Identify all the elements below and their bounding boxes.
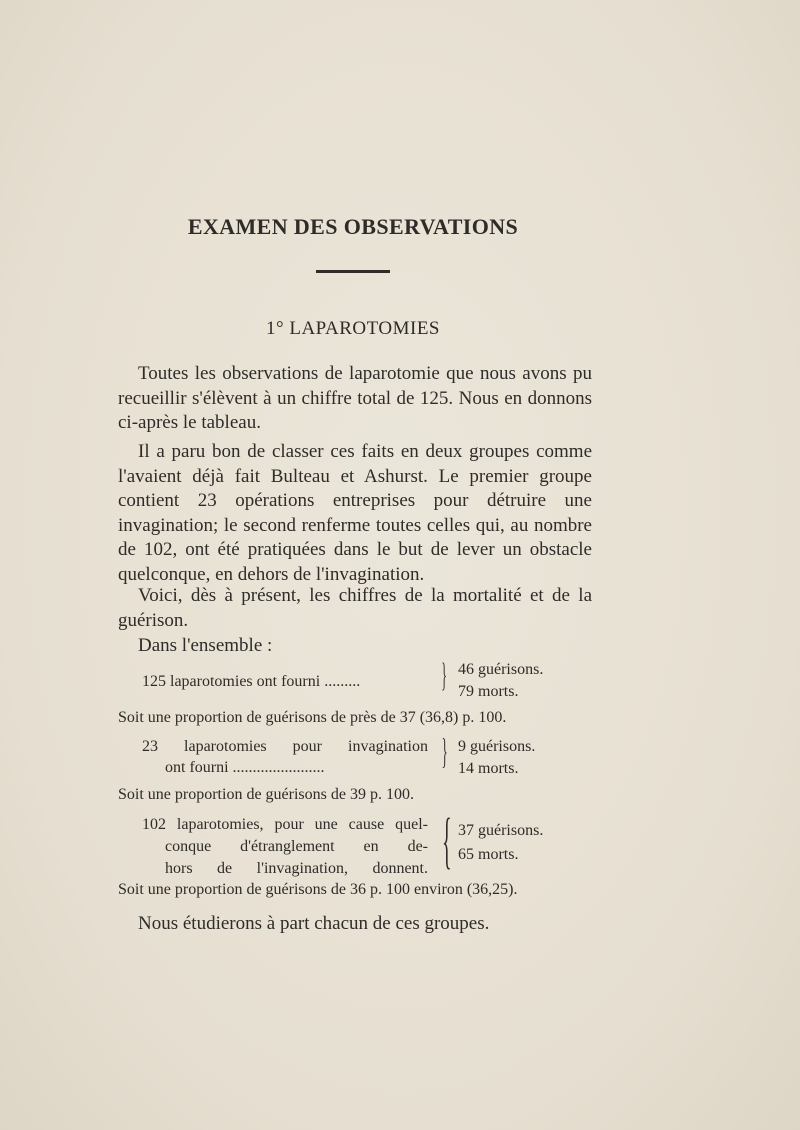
group-1-brace: } bbox=[441, 657, 448, 694]
paragraph-intro-text: Toutes les observations de laparotomie que nous avons pu recueillir s'élèvent à un chiffre total de 125. Nous en donnons ci-après le tableau. bbox=[118, 363, 592, 433]
group-2-brace: } bbox=[441, 731, 448, 771]
group-2-result-1: 9 guérisons. bbox=[458, 738, 536, 755]
group-1-summary: Soit une proportion de guérisons de près de 37 (36,8) p. 100. bbox=[118, 709, 507, 726]
group-2-summary: Soit une proportion de guérisons de 39 p. 100. bbox=[118, 786, 414, 803]
closing-sentence: Nous étudierons à part chacun de ces groupes. bbox=[138, 913, 490, 934]
paragraph-mortality-text: Voici, dès à présent, les chiffres de la mortalité et de la guérison. bbox=[118, 585, 592, 631]
paragraph-ensemble bbox=[118, 634, 592, 659]
title-rule bbox=[316, 270, 390, 273]
page-title: EXAMEN DES OBSERVATIONS bbox=[187, 214, 519, 239]
group-1-result-1: 46 guérisons. bbox=[458, 661, 544, 678]
group-3-line-2: conque d'étranglement en de- bbox=[165, 838, 428, 855]
group-3-summary: Soit une proportion de guérisons de 36 p. 100 environ (36,25). bbox=[118, 881, 518, 898]
section-heading: 1° LAPAROTOMIES bbox=[266, 318, 440, 339]
paragraph-mortality bbox=[118, 584, 592, 633]
group-3-line-3: hors de l'invagination, donnent. bbox=[165, 860, 428, 877]
group-3-brace: { bbox=[442, 807, 452, 875]
group-2-line-1: 23 laparotomies pour invagination bbox=[142, 738, 428, 755]
group-1-result-2: 79 morts. bbox=[458, 683, 519, 700]
group-2-result-2: 14 morts. bbox=[458, 760, 519, 777]
group-3-line-1: 102 laparotomies, pour une cause quel- bbox=[142, 816, 428, 833]
paragraph-intro bbox=[118, 362, 592, 436]
paragraph-groups bbox=[118, 440, 592, 587]
group-2-line-2: ont fourni ....................... bbox=[165, 759, 325, 776]
group-3-result-1: 37 guérisons. bbox=[458, 822, 544, 839]
paragraph-groups-text: Il a paru bon de classer ces faits en deux groupes comme l'avaient déjà fait Bulteau et Ashurst. Le premier groupe contient 23 opérations entreprises pour détruire une invagination; le second renferme toutes celles qui, au nombre de 102, ont été pratiquées dans le but de lever un obstacle quelconque, en dehors de l'invagination. bbox=[118, 441, 592, 585]
group-1-line-1: 125 laparotomies ont fourni ......... bbox=[142, 673, 361, 690]
paragraph-ensemble-text: Dans l'ensemble : bbox=[138, 635, 273, 656]
group-3-result-2: 65 morts. bbox=[458, 846, 519, 863]
